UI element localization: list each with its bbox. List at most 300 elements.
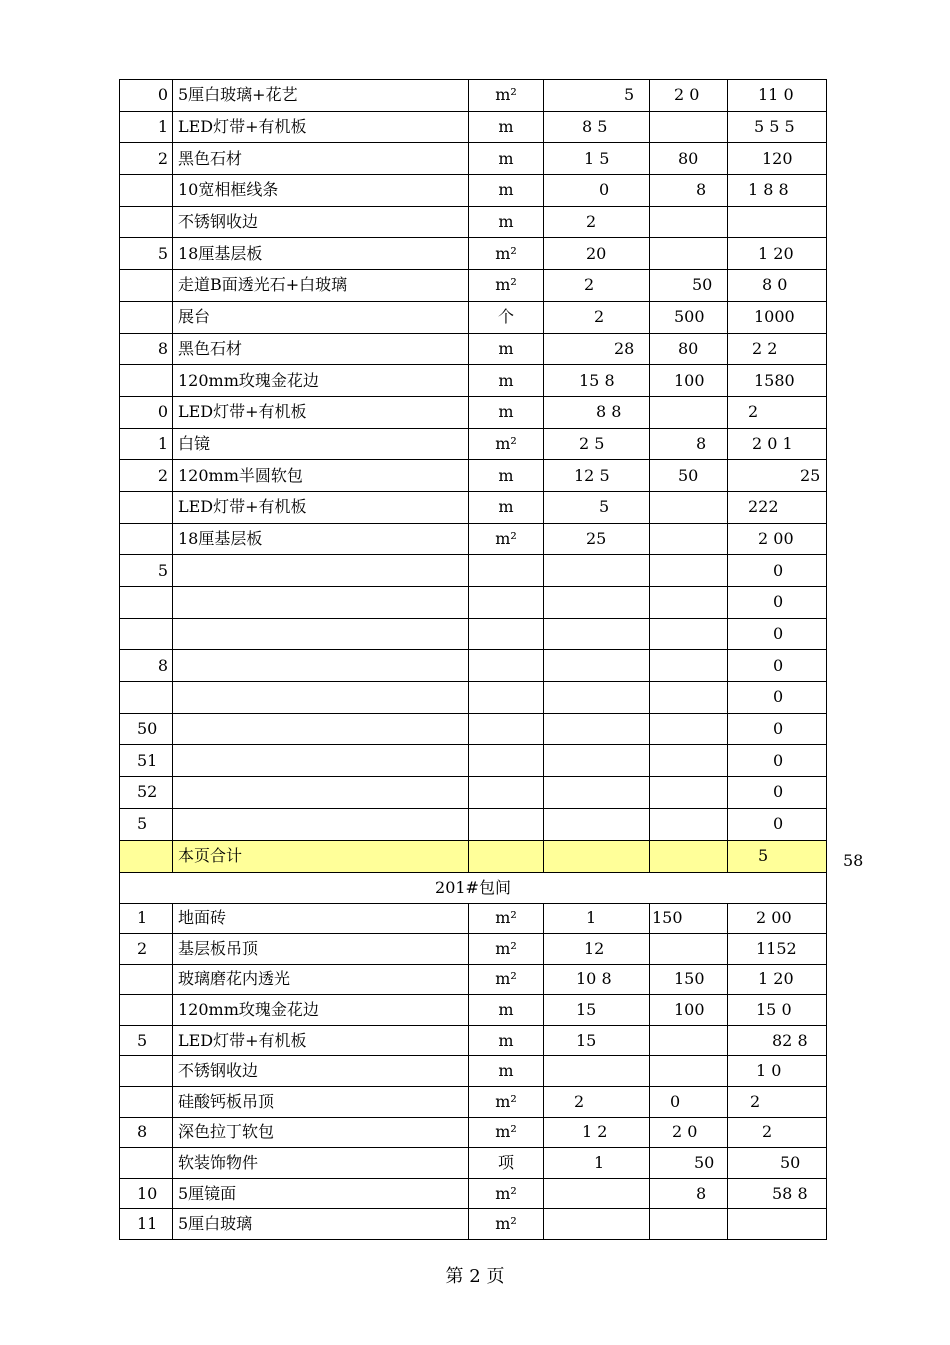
table-row — [120, 143, 827, 175]
item-total-value: 2 — [748, 402, 759, 422]
item-total-value: 0 — [773, 592, 784, 612]
item-number — [120, 1148, 173, 1179]
item-quantity-value: 15 — [576, 1030, 597, 1050]
item-price — [650, 995, 728, 1026]
item-name: LED灯带+有机板 — [173, 491, 469, 523]
item-number: 8 — [120, 333, 173, 365]
item-quantity — [544, 460, 650, 492]
item-name: 120mm玫瑰金花边 — [173, 365, 469, 397]
item-total-value: 0 — [773, 687, 784, 707]
table-row — [120, 1117, 827, 1148]
table-row — [120, 1087, 827, 1118]
item-name: 5厘白玻璃+花艺 — [173, 80, 469, 112]
item-unit: m — [469, 491, 544, 523]
item-quantity-value: 5 — [624, 85, 635, 105]
table-row — [120, 428, 827, 460]
item-total-value: 1000 — [754, 307, 795, 327]
item-total — [728, 1117, 827, 1148]
item-number: 0 — [120, 80, 173, 112]
item-unit: m² — [469, 1178, 544, 1209]
item-price — [650, 111, 728, 143]
item-total — [728, 1148, 827, 1179]
item-price-value: 8 — [696, 433, 707, 453]
item-unit: m² — [469, 1117, 544, 1148]
item-number: 5 — [120, 238, 173, 270]
item-unit — [469, 713, 544, 745]
item-unit: m — [469, 1056, 544, 1087]
item-unit: m — [469, 143, 544, 175]
item-total-value: 222 — [748, 497, 779, 517]
table-row — [120, 934, 827, 965]
item-quantity — [544, 428, 650, 460]
item-total-value: 1 8 8 — [748, 180, 789, 200]
item-price — [650, 713, 728, 745]
item-quantity-value: 1 — [594, 1153, 605, 1173]
item-price-value: 50 — [692, 275, 713, 295]
item-name — [173, 555, 469, 587]
item-total-value: 2 0 1 — [752, 433, 793, 453]
item-unit — [469, 808, 544, 840]
item-unit — [469, 745, 544, 777]
item-number: 5 — [120, 555, 173, 587]
item-quantity-value: 12 — [584, 938, 605, 958]
table-row — [120, 682, 827, 714]
item-quantity — [544, 1117, 650, 1148]
item-quantity — [544, 964, 650, 995]
item-total — [728, 713, 827, 745]
item-total — [728, 1056, 827, 1087]
table-row — [120, 396, 827, 428]
item-total-value: 2 00 — [756, 908, 792, 928]
item-total — [728, 460, 827, 492]
item-price-value: 100 — [674, 1000, 705, 1020]
item-price — [650, 175, 728, 207]
total-unit — [469, 840, 544, 872]
item-total — [728, 587, 827, 619]
item-total-value: 11 0 — [758, 85, 794, 105]
item-name: 深色拉丁软包 — [173, 1117, 469, 1148]
item-total — [728, 206, 827, 238]
item-quantity — [544, 745, 650, 777]
item-price — [650, 964, 728, 995]
item-name: 120mm玫瑰金花边 — [173, 995, 469, 1026]
item-quantity-value: 8 5 — [582, 117, 608, 137]
item-price — [650, 428, 728, 460]
item-price — [650, 143, 728, 175]
item-quantity-value: 5 — [599, 497, 610, 517]
item-name — [173, 808, 469, 840]
item-price — [650, 238, 728, 270]
item-quantity — [544, 713, 650, 745]
item-name — [173, 682, 469, 714]
total-number — [120, 840, 173, 872]
item-name — [173, 587, 469, 619]
item-price — [650, 1209, 728, 1240]
item-name — [173, 650, 469, 682]
item-price — [650, 903, 728, 934]
item-total-value: 2 — [762, 1122, 773, 1142]
item-quantity — [544, 587, 650, 619]
item-price — [650, 587, 728, 619]
item-total-value: 0 — [773, 782, 784, 802]
item-unit: m — [469, 396, 544, 428]
item-number: 10 — [120, 1178, 173, 1209]
item-quantity — [544, 1209, 650, 1240]
table-row — [120, 523, 827, 555]
item-price-value: 2 0 — [674, 85, 700, 105]
item-price — [650, 1087, 728, 1118]
item-name: 硅酸钙板吊顶 — [173, 1087, 469, 1118]
item-quantity-value: 2 — [594, 307, 605, 327]
item-name: 120mm半圆软包 — [173, 460, 469, 492]
table-row — [120, 270, 827, 302]
table-row — [120, 808, 827, 840]
item-total — [728, 238, 827, 270]
item-quantity — [544, 934, 650, 965]
item-quantity-value: 0 — [599, 180, 610, 200]
table-row — [120, 1209, 827, 1240]
item-total — [728, 80, 827, 112]
item-price — [650, 1117, 728, 1148]
item-price — [650, 491, 728, 523]
item-name: 玻璃磨花内透光 — [173, 964, 469, 995]
item-quantity-value: 2 5 — [579, 433, 605, 453]
table-row — [120, 650, 827, 682]
item-price-value: 50 — [694, 1153, 715, 1173]
item-quantity — [544, 777, 650, 809]
item-quantity — [544, 238, 650, 270]
item-quantity-value: 20 — [586, 243, 607, 263]
item-total — [728, 808, 827, 840]
item-total — [728, 995, 827, 1026]
item-name: 软装饰物件 — [173, 1148, 469, 1179]
item-total — [728, 934, 827, 965]
item-name: 10宽相框线条 — [173, 175, 469, 207]
item-price-value: 500 — [674, 307, 705, 327]
item-number — [120, 523, 173, 555]
table-row — [120, 1148, 827, 1179]
item-total-value: 82 8 — [772, 1030, 808, 1050]
item-total-value: 15 0 — [756, 1000, 792, 1020]
item-total — [728, 270, 827, 302]
item-price — [650, 206, 728, 238]
item-quantity — [544, 1025, 650, 1056]
item-unit: m² — [469, 270, 544, 302]
item-name: 5厘白玻璃 — [173, 1209, 469, 1240]
item-number — [120, 491, 173, 523]
table-row — [120, 1178, 827, 1209]
item-total — [728, 523, 827, 555]
item-unit — [469, 777, 544, 809]
item-number — [120, 587, 173, 619]
item-price — [650, 808, 728, 840]
item-name: 黑色石材 — [173, 143, 469, 175]
item-price-value: 8 — [696, 180, 707, 200]
item-unit: m — [469, 460, 544, 492]
item-number: 5 — [120, 1025, 173, 1056]
item-total-value: 2 00 — [758, 528, 794, 548]
item-total-value: 8 0 — [762, 275, 788, 295]
item-price-value: 150 — [674, 969, 705, 989]
table-row — [120, 1056, 827, 1087]
item-price-value: 0 — [670, 1091, 681, 1111]
item-unit: m — [469, 111, 544, 143]
item-quantity — [544, 995, 650, 1026]
item-total-value: 0 — [773, 560, 784, 580]
item-number — [120, 365, 173, 397]
item-total — [728, 111, 827, 143]
item-total-value: 120 — [762, 148, 793, 168]
item-name: 18厘基层板 — [173, 523, 469, 555]
item-quantity — [544, 1178, 650, 1209]
item-quantity-value: 1 — [586, 908, 597, 928]
item-number: 8 — [120, 650, 173, 682]
table-row — [120, 206, 827, 238]
item-total-value: 0 — [773, 719, 784, 739]
item-quantity — [544, 618, 650, 650]
item-price — [650, 1056, 728, 1087]
item-quantity — [544, 175, 650, 207]
item-quantity — [544, 80, 650, 112]
item-total-value: 58 8 — [772, 1183, 808, 1203]
item-total-value: 5 5 5 — [754, 117, 795, 137]
item-name: LED灯带+有机板 — [173, 111, 469, 143]
item-unit: m² — [469, 934, 544, 965]
item-quantity-value: 1 5 — [584, 148, 610, 168]
item-quantity — [544, 555, 650, 587]
item-number — [120, 206, 173, 238]
item-number — [120, 175, 173, 207]
item-name: 走道B面透光石+白玻璃 — [173, 270, 469, 302]
item-total-value: 1152 — [756, 938, 797, 958]
item-quantity — [544, 270, 650, 302]
item-total — [728, 650, 827, 682]
item-total-value: 1 0 — [756, 1061, 782, 1081]
item-unit — [469, 587, 544, 619]
item-number: 0 — [120, 396, 173, 428]
item-total — [728, 777, 827, 809]
item-name: 展台 — [173, 301, 469, 333]
item-quantity-value: 15 — [576, 1000, 597, 1020]
item-number: 2 — [120, 143, 173, 175]
section-header-row — [120, 872, 827, 903]
page-number: 第 2 页 — [445, 1266, 505, 1287]
table-row — [120, 618, 827, 650]
item-price — [650, 934, 728, 965]
item-quantity — [544, 1148, 650, 1179]
item-total — [728, 491, 827, 523]
item-unit — [469, 650, 544, 682]
item-quantity — [544, 903, 650, 934]
item-unit: m — [469, 333, 544, 365]
item-total-value: 0 — [773, 624, 784, 644]
item-price — [650, 301, 728, 333]
item-number — [120, 618, 173, 650]
table-row — [120, 365, 827, 397]
item-total — [728, 964, 827, 995]
table-row — [120, 1025, 827, 1056]
item-price-value: 150 — [652, 908, 683, 928]
item-unit — [469, 555, 544, 587]
item-price — [650, 396, 728, 428]
item-name — [173, 713, 469, 745]
item-name: 18厘基层板 — [173, 238, 469, 270]
item-total — [728, 745, 827, 777]
item-unit: m² — [469, 964, 544, 995]
item-unit: m — [469, 995, 544, 1026]
item-quantity — [544, 206, 650, 238]
item-total-value: 2 — [750, 1091, 761, 1111]
item-quantity — [544, 1056, 650, 1087]
item-total — [728, 1025, 827, 1056]
item-total — [728, 365, 827, 397]
table-row — [120, 301, 827, 333]
item-total-value: 50 — [780, 1153, 801, 1173]
table-row — [120, 964, 827, 995]
item-name — [173, 618, 469, 650]
item-quantity — [544, 491, 650, 523]
item-quantity — [544, 523, 650, 555]
item-total-value: 0 — [773, 814, 784, 834]
item-total-value: 25 — [800, 465, 821, 485]
item-number: 1 — [120, 111, 173, 143]
item-total — [728, 1087, 827, 1118]
item-unit: m² — [469, 80, 544, 112]
item-unit: m — [469, 206, 544, 238]
item-quantity-value: 15 8 — [579, 370, 615, 390]
table-row — [120, 587, 827, 619]
total-quantity — [544, 840, 650, 872]
item-quantity-value: 28 — [614, 338, 635, 358]
item-quantity-value: 2 — [574, 1091, 585, 1111]
item-price — [650, 365, 728, 397]
item-quantity-value: 25 — [586, 528, 607, 548]
item-unit: m² — [469, 428, 544, 460]
item-unit — [469, 682, 544, 714]
table-row — [120, 460, 827, 492]
item-name — [173, 777, 469, 809]
item-number: 5 — [120, 808, 173, 840]
item-price-value: 2 0 — [672, 1122, 698, 1142]
item-price — [650, 1025, 728, 1056]
item-price-value: 50 — [678, 465, 699, 485]
page-total-value-value: 5 — [758, 846, 769, 865]
item-total-value: 1580 — [754, 370, 795, 390]
item-price — [650, 1178, 728, 1209]
item-price — [650, 555, 728, 587]
item-unit: m² — [469, 238, 544, 270]
item-price-value: 8 — [696, 1183, 707, 1203]
item-name: LED灯带+有机板 — [173, 396, 469, 428]
item-name: 不锈钢收边 — [173, 1056, 469, 1087]
item-number: 8 — [120, 1117, 173, 1148]
item-total-value: 0 — [773, 750, 784, 770]
item-price — [650, 270, 728, 302]
item-name: 白镜 — [173, 428, 469, 460]
page-total-row — [120, 840, 827, 872]
item-unit: m² — [469, 523, 544, 555]
item-total — [728, 682, 827, 714]
table-row — [120, 713, 827, 745]
item-quantity-value: 12 5 — [574, 465, 610, 485]
item-quantity-value: 2 — [584, 275, 595, 295]
table-row — [120, 111, 827, 143]
item-total — [728, 903, 827, 934]
table-row — [120, 238, 827, 270]
item-quantity — [544, 301, 650, 333]
item-quantity-value: 8 8 — [596, 402, 622, 422]
quotation-table — [119, 79, 827, 1240]
item-unit: m — [469, 1025, 544, 1056]
item-total-value: 1 20 — [758, 243, 794, 263]
item-total — [728, 618, 827, 650]
item-price-value: 100 — [674, 370, 705, 390]
item-quantity — [544, 143, 650, 175]
item-number: 52 — [120, 777, 173, 809]
item-number — [120, 301, 173, 333]
item-total — [728, 301, 827, 333]
item-total-value: 2 2 — [752, 338, 778, 358]
item-quantity — [544, 111, 650, 143]
item-total-value: 0 — [773, 655, 784, 675]
item-price — [650, 682, 728, 714]
item-total — [728, 333, 827, 365]
item-total — [728, 143, 827, 175]
item-quantity — [544, 1087, 650, 1118]
item-unit: m² — [469, 903, 544, 934]
item-price — [650, 777, 728, 809]
item-number: 2 — [120, 934, 173, 965]
item-quantity-value: 1 2 — [582, 1122, 608, 1142]
page-total-label: 本页合计 — [173, 840, 469, 872]
item-total — [728, 175, 827, 207]
item-unit: m² — [469, 1209, 544, 1240]
item-name: 不锈钢收边 — [173, 206, 469, 238]
item-total — [728, 396, 827, 428]
item-quantity — [544, 808, 650, 840]
item-price — [650, 460, 728, 492]
page-total-overflow: 58 — [843, 851, 864, 870]
item-number: 1 — [120, 428, 173, 460]
item-price-value: 80 — [678, 338, 699, 358]
item-name: 地面砖 — [173, 903, 469, 934]
table-row — [120, 777, 827, 809]
item-total — [728, 428, 827, 460]
item-total-value: 1 20 — [758, 969, 794, 989]
item-quantity — [544, 365, 650, 397]
item-name: 黑色石材 — [173, 333, 469, 365]
item-unit: m — [469, 175, 544, 207]
item-price — [650, 80, 728, 112]
item-unit: m² — [469, 1087, 544, 1118]
item-price-value: 80 — [678, 148, 699, 168]
item-number — [120, 964, 173, 995]
item-quantity-value: 2 — [586, 212, 597, 232]
item-total — [728, 1178, 827, 1209]
item-number: 50 — [120, 713, 173, 745]
item-number — [120, 1087, 173, 1118]
item-number: 2 — [120, 460, 173, 492]
table-row — [120, 333, 827, 365]
item-quantity — [544, 333, 650, 365]
item-number: 11 — [120, 1209, 173, 1240]
item-number — [120, 1056, 173, 1087]
item-unit: m — [469, 365, 544, 397]
item-unit: 项 — [469, 1148, 544, 1179]
item-number: 1 — [120, 903, 173, 934]
item-name: 5厘镜面 — [173, 1178, 469, 1209]
item-number — [120, 270, 173, 302]
